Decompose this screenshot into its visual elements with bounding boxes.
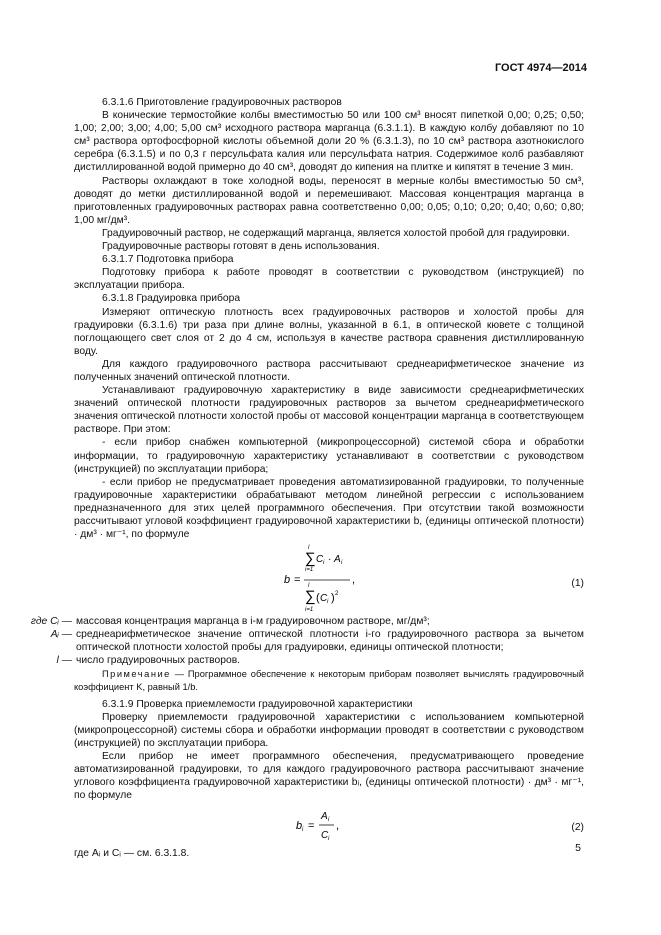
svg-text:i=1: i=1 [305, 607, 314, 614]
svg-text:=: = [294, 574, 301, 587]
svg-text:i=1: i=1 [305, 567, 314, 574]
formula-1-expression [284, 541, 444, 615]
svg-text:∑: ∑ [305, 550, 316, 568]
svg-text:C: C [316, 554, 324, 566]
svg-text:(: ( [316, 592, 320, 605]
paragraph: - если прибор не предусматривает проведения автоматизированной градуировки, то полученные градуировочные характеристики обрабатывают методом линейной регрессии с использованием предназначенного для этих целей программного обеспечения. При отсутствии такой возможности рассчитывают угловой коэффициент градуировочной характеристики b, (единицы оптической плотности) · дм³ · мг⁻¹, по формуле [74, 476, 584, 541]
formula-2-number: (2) [571, 821, 584, 833]
legend-definition: среднеарифметическое значение оптической плотности i-го градуировочного раствора за вычетом оптической плотности холостой пробы для градуировки, единицы оптической плотности; [76, 629, 584, 654]
note [74, 668, 584, 694]
svg-text:l: l [308, 583, 310, 590]
paragraph: Проверку приемлемости градуировочной характеристики с использованием компьютерной (микропроцессорной) системы сбора и обработки информации проводят в соответствии с руководством (инструкцией) по эксплуатации прибора. [74, 711, 584, 750]
paragraph: В конические термостойкие колбы вместимостью 50 или 100 см³ вносят пипеткой 0,00; 0,25; 0,50; 1,00; 2,00; 3,00; 4,00; 5,00 см³ исходного раствора марганца (6.3.1.1). В каждую колбу добавляют по 10 см³ раствора ортофосфорной кислоты объемной доли 20 % (6.3.1.3), по 10 см³ раствора азотнокислого серебра (6.3.1.5) и по 0,3 г персульфата калия или персульфата натрия. Содержимое колб разбавляют дистиллированной водой примерно до 40 см³, доводят до кипения на плитке и кипятят в течение 3 мин. [74, 110, 584, 174]
section-6-3-1-8-title: 6.3.1.8 Градуировка прибора [102, 293, 241, 305]
legend-symbol: Aᵢ — [50, 629, 72, 641]
section-6-3-1-9-title: 6.3.1.9 Проверка приемлемости градуировочной характеристики [102, 698, 413, 710]
svg-text:·: · [328, 554, 332, 566]
note-label: Примечание [102, 668, 171, 679]
svg-text:l: l [308, 545, 310, 552]
svg-text:i: i [341, 560, 343, 567]
svg-text:,: , [352, 574, 356, 587]
svg-text:,: , [336, 819, 340, 832]
paragraph: Подготовку прибора к работе проводят в соответствии с руководством (инструкцией) по эксплуатации прибора. [74, 267, 584, 292]
svg-text:C: C [321, 829, 329, 841]
svg-text:A: A [321, 810, 328, 822]
svg-text:i: i [327, 599, 329, 606]
svg-text:b: b [284, 574, 291, 587]
legend-definition: число градуировочных растворов. [76, 655, 241, 667]
legend-definition: массовая концентрация марганца в i-м градуировочном растворе, мг/дм³; [76, 616, 430, 628]
svg-text:=: = [308, 819, 315, 832]
paragraph: Измеряют оптическую плотность всех градуировочных растворов и холостой пробы для градуировки (6.3.1.6) три раза при длине волны, указанной в 6.1, в оптической кювете с толщиной поглощающего свет слоя от 2 до 4 см, используя в качестве раствора сравнения дистиллированную воду. [74, 306, 584, 357]
section-6-3-1-7-title: 6.3.1.7 Подготовка прибора [102, 254, 234, 266]
legend-symbol: l — [56, 655, 72, 667]
section-6-3-1-6-title: 6.3.1.6 Приготовление градуировочных растворов [102, 97, 342, 108]
paragraph: Градуировочные растворы готовят в день использования. [102, 241, 380, 253]
svg-text:C: C [320, 593, 328, 605]
paragraph: Растворы охлаждают в токе холодной воды, переносят в мерные колбы вместимостью 50 см³, доводят до метки дистиллированной водой и перемешивают. Массовая концентрация марганца в приготовленных градуировочных растворах равна соответственно 0,00; 0,05; 0,10; 0,20; 0,40; 0,60; 0,80; 1,00 мг/дм³. [74, 175, 584, 226]
note-text: — Программное обеспечение к некоторым приборам позволяет вычислять градуировочный коэффициент K, равный 1/b. [74, 668, 584, 692]
svg-text:∑: ∑ [305, 588, 316, 606]
formula-1-legend [30, 615, 584, 667]
svg-text:): ) [331, 592, 335, 605]
svg-text:i: i [328, 816, 330, 823]
formula-2-legend: где Aᵢ и Cᵢ — см. 6.3.1.8. [74, 847, 190, 859]
legend-symbol: где Cᵢ — [30, 616, 72, 628]
paragraph: Для каждого градуировочного раствора рассчитывают среднеарифметическое значение из полученных значений оптической плотности. [74, 358, 584, 383]
svg-text:i: i [328, 835, 330, 842]
paragraph: - если прибор снабжен компьютерной (микропроцессорной) системой сбора и обработки информации, то градуировочную характеристику устанавливают в соответствии с руководством (инструкцией) по эксплуатации прибора; [74, 437, 584, 475]
formula-2 [74, 803, 584, 847]
paragraph: Если прибор не имеет программного обеспечения, предусматривающего проведение автоматизированной градуировки, то для каждого градуировочного раствора рассчитывают значение углового коэффициента градуировочной характеристики bᵢ, (единицы оптической плотности) · дм³ · мг⁻¹, по формуле [74, 751, 584, 802]
svg-text:A: A [334, 554, 341, 566]
body-text [30, 96, 584, 860]
page-number: 5 [575, 841, 581, 854]
svg-text:b: b [296, 819, 303, 832]
svg-text:2: 2 [335, 591, 339, 598]
paragraph: Градуировочный раствор, не содержащий марганца, является холостой пробой для градуировки. [102, 227, 570, 239]
formula-1-number: (1) [571, 578, 584, 590]
paragraph: Устанавливают градуировочную характеристику в виде зависимости среднеарифметических значений оптической плотности градуировочных растворов за вычетом среднеарифметического значения оптической плотности холостой пробы от массовой концентрации марганца в соответствующем растворе. При этом: [74, 385, 584, 436]
svg-text:i: i [302, 826, 304, 833]
standard-code: ГОСТ 4974—2014 [494, 62, 587, 74]
formula-2-expression [296, 805, 386, 849]
formula-1 [74, 541, 584, 615]
svg-text:i: i [323, 560, 325, 567]
